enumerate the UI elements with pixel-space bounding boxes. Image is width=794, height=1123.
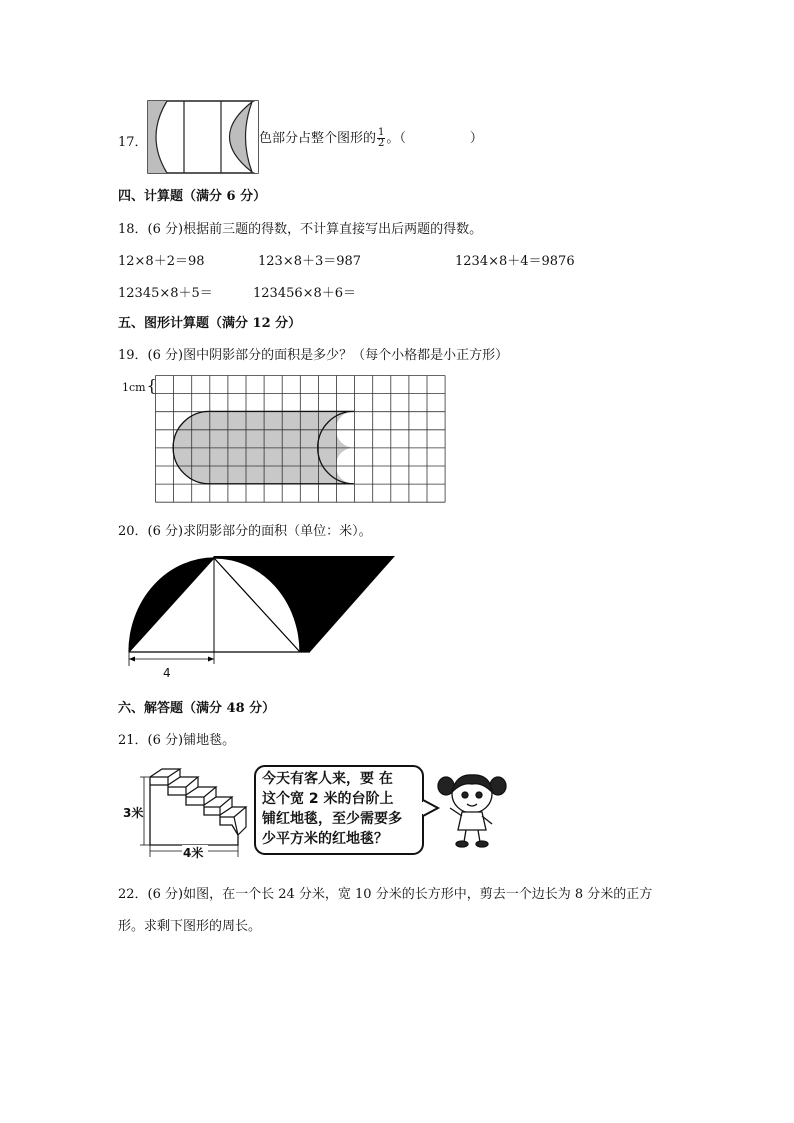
q19-grid-figure [155,375,448,507]
q22-text-line2: 形。求剩下图形的周长。 [118,919,262,934]
q17-text [259,127,483,149]
q19-unit-label: 1cm{ [122,376,157,395]
section-5-title: 五、图形计算题（满分 12 分） [118,316,302,331]
q21-stairs-figure [120,765,255,860]
q17-figure [147,100,259,174]
section-4-title: 四、计算题（满分 6 分） [118,189,267,204]
q17-text-before: 色部分占整个图形的 [259,131,377,146]
q19-text: 19．(6 分)图中阴影部分的面积是多少？（每个小格都是小正方形） [118,348,509,363]
q17-text-after: 。（ [386,131,406,146]
section-6-title: 六、解答题（满分 48 分） [118,701,276,716]
q17-blank-close: ） [469,131,483,146]
q20-dimension-label: 4 [163,666,171,680]
q20-text: 20．(6 分)求阴影部分的面积（单位：米）。 [118,524,372,539]
q21-bubble-text: 今天有客人来，要 在 这个宽 2 米的台阶上 铺红地毯，至少需要多 少平方米的红地毯？ [262,771,402,847]
q17-fraction: $\frac{1}{2}$ [378,127,385,149]
q18-equation-1: 12×8＋2＝98 [118,254,205,269]
q21-girl-illustration [436,768,508,850]
q22-text-line1: 22．(6 分)如图，在一个长 24 分米，宽 10 分米的长方形中，剪去一个边长为 8 分米的正方 [118,887,653,902]
q18-equation-5: 123456×8＋6＝ [253,286,357,301]
q21-height-label: 3米 [123,806,144,820]
q21-width-label: 4米 [183,846,204,860]
q21-text: 21．(6 分)铺地毯。 [118,733,236,748]
q18-equation-3: 1234×8＋4＝9876 [455,254,575,269]
q18-equation-2: 123×8＋3＝987 [258,254,362,269]
q17-number: 17． [118,135,148,150]
q18-text: 18．(6 分)根据前三题的得数，不计算直接写出后两题的得数。 [118,222,483,237]
q20-figure [120,552,400,682]
q18-equation-4: 12345×8＋5＝ [118,286,213,301]
